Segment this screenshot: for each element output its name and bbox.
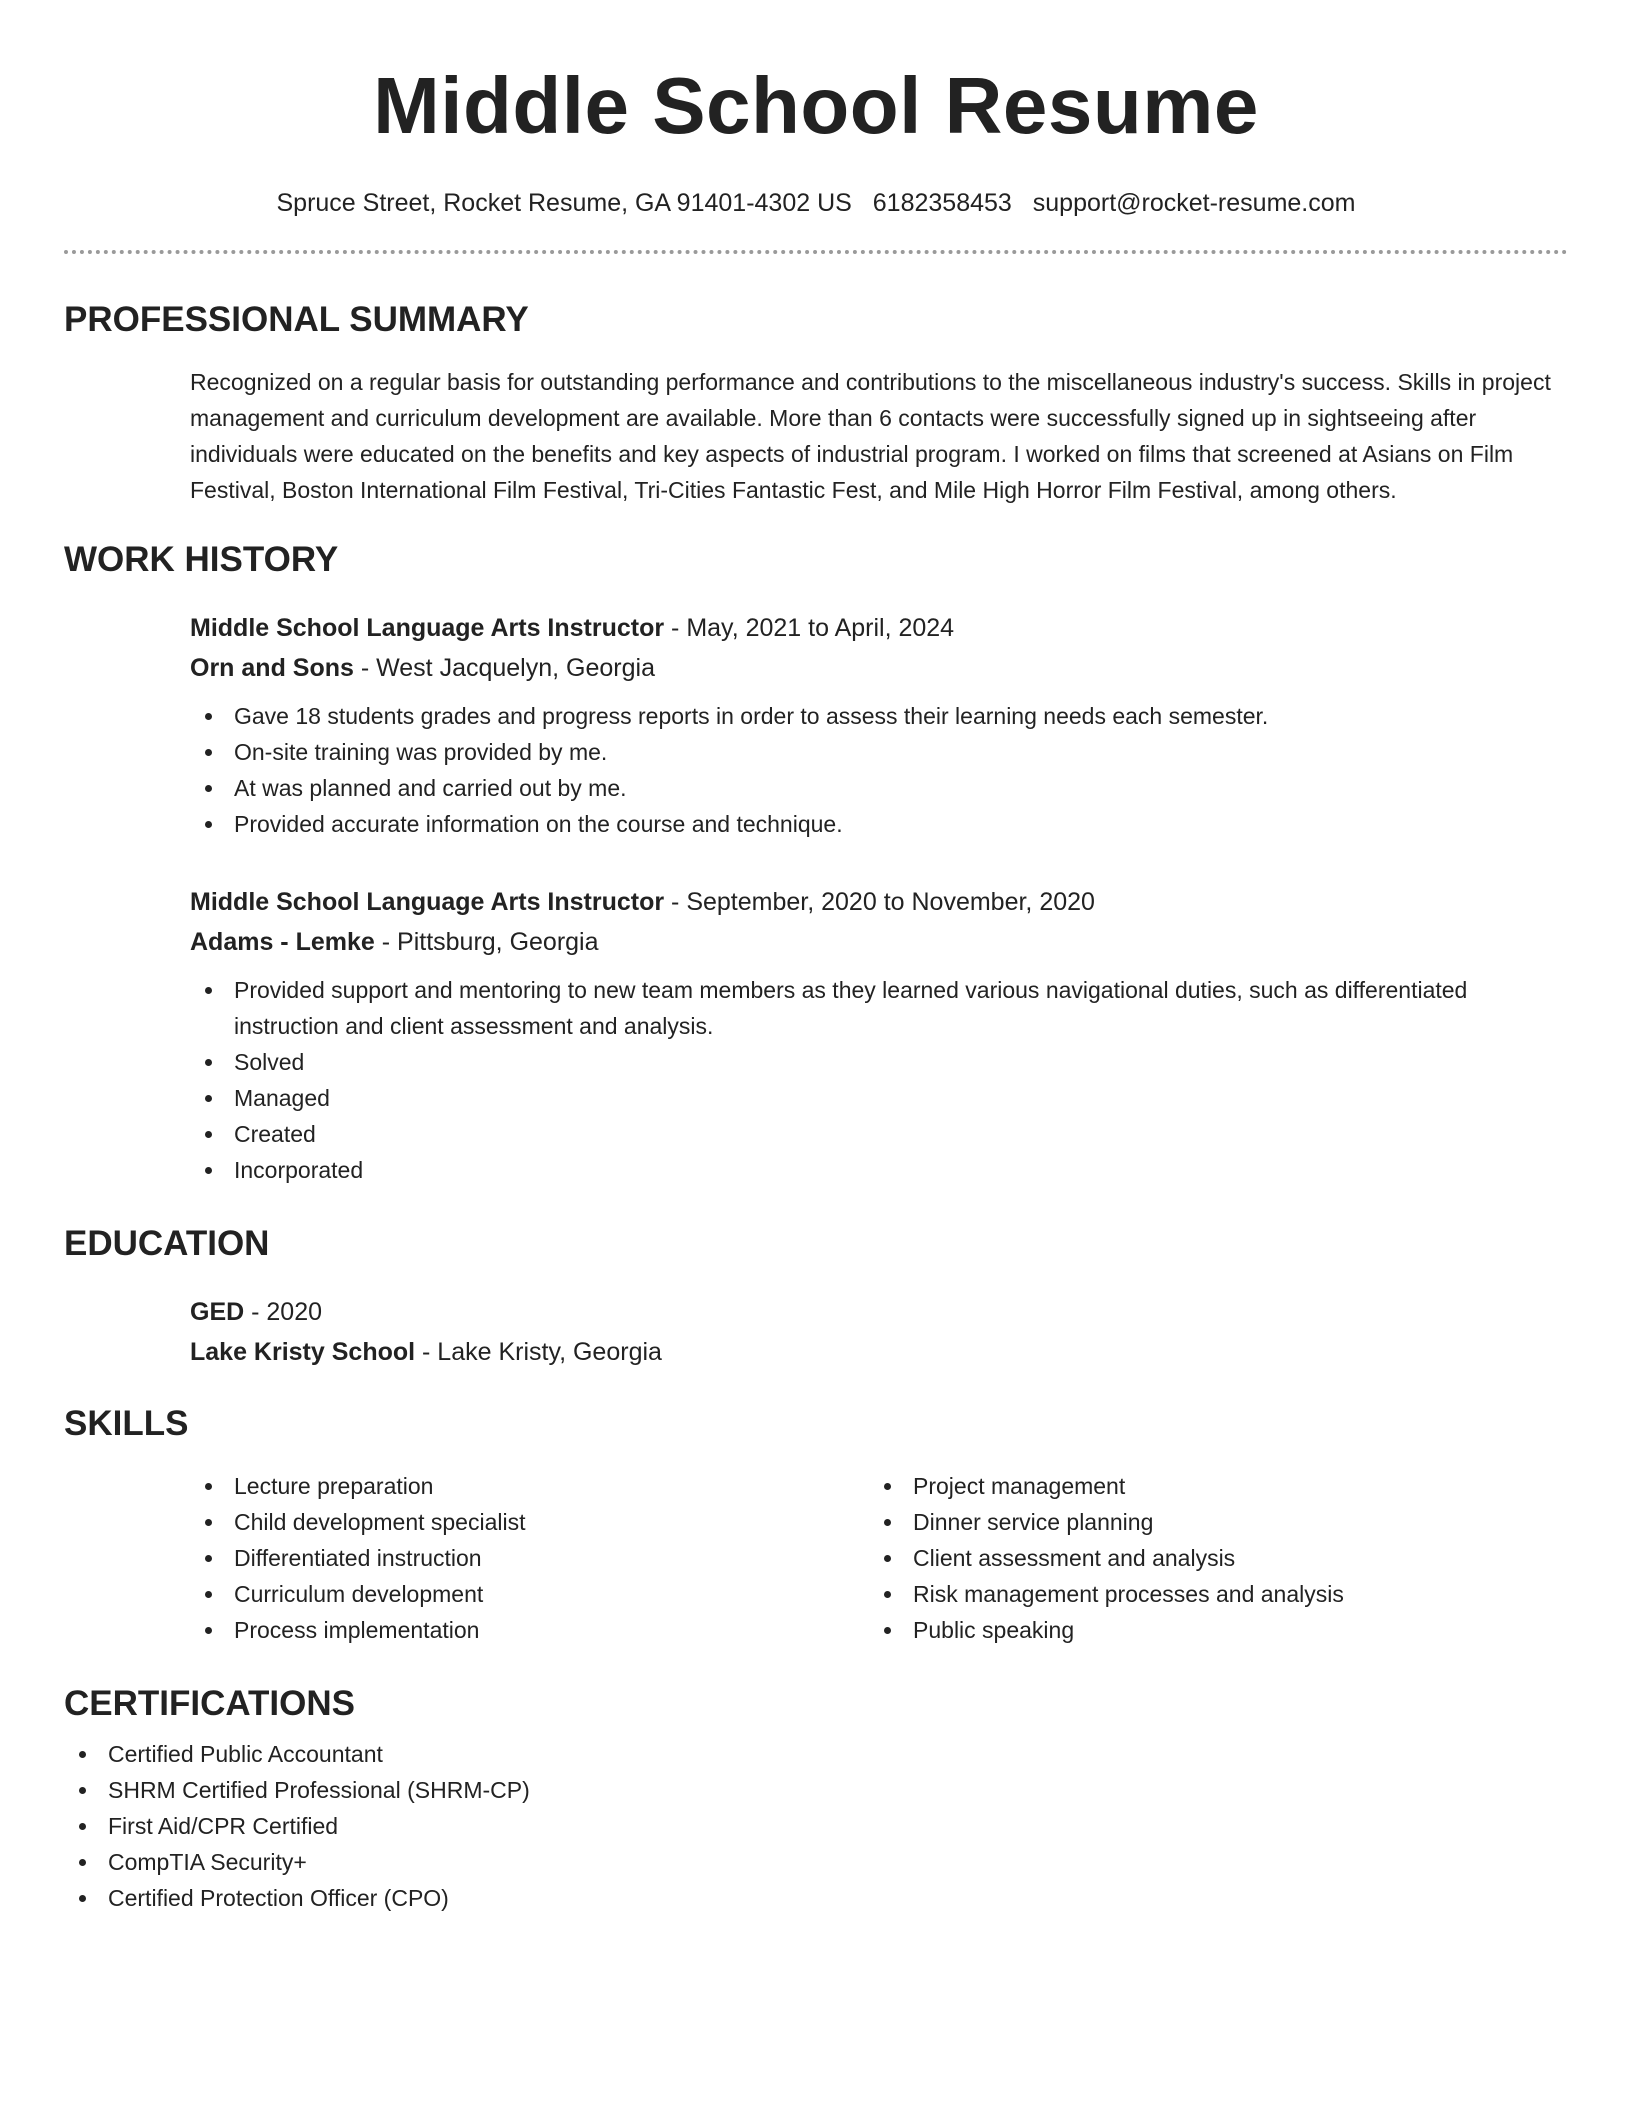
list-item: Project management (869, 1468, 1568, 1504)
list-item: Provided support and mentoring to new team members as they learned various navigational duties, such as differentiated instruction and client assessment and analysis. (190, 972, 1568, 1044)
list-item: SHRM Certified Professional (SHRM-CP) (64, 1772, 1568, 1808)
header-divider (64, 250, 1568, 254)
job-company: Orn and Sons (190, 654, 354, 682)
job-dates: - May, 2021 to April, 2024 (664, 614, 955, 642)
skills-column-left (190, 1468, 869, 1648)
job-title-line (190, 882, 1568, 922)
job-bullets (190, 698, 1568, 842)
summary-text: Recognized on a regular basis for outstanding performance and contributions to the miscellaneous industry's success. Skills in project management and curriculum development are available. More than 6 contacts were successfully signed up in sightseeing after individuals were educated on the benefits and key aspects of industrial program. I worked on films that screened at Asians on Film Festival, Boston International Film Festival, Tri-Cities Fantastic Fest, and Mile High Horror Film Festival, among others. (190, 369, 1551, 503)
list-item: At was planned and carried out by me. (190, 770, 1568, 806)
skills-column-right (869, 1468, 1568, 1648)
list-item: Provided accurate information on the course and technique. (190, 806, 1568, 842)
list-item: Certified Protection Officer (CPO) (64, 1880, 1568, 1916)
list-item: Public speaking (869, 1612, 1568, 1648)
job-role: Middle School Language Arts Instructor (190, 614, 665, 642)
education-entry (190, 1292, 1568, 1372)
list-item: Risk management processes and analysis (869, 1576, 1568, 1612)
education-location: - Lake Kristy, Georgia (415, 1338, 662, 1366)
section-title-work-history: WORK HISTORY (64, 540, 339, 579)
resume-name: Middle School Resume (373, 61, 1259, 150)
list-item: CompTIA Security+ (64, 1844, 1568, 1880)
list-item: Lecture preparation (190, 1468, 869, 1504)
list-item: Process implementation (190, 1612, 869, 1648)
job-entry (190, 608, 1568, 842)
skills-grid (190, 1468, 1568, 1648)
job-bullets (190, 972, 1568, 1188)
list-item: Client assessment and analysis (869, 1540, 1568, 1576)
section-title-education: EDUCATION (64, 1224, 270, 1263)
job-location: - West Jacquelyn, Georgia (353, 654, 655, 682)
list-item: Certified Public Accountant (64, 1736, 1568, 1772)
list-item: Child development specialist (190, 1504, 869, 1540)
job-role: Middle School Language Arts Instructor (190, 888, 665, 916)
education-school: Lake Kristy School (190, 1338, 416, 1366)
job-company: Adams - Lemke (190, 928, 375, 956)
list-item: Incorporated (190, 1152, 1568, 1188)
job-dates: - September, 2020 to November, 2020 (664, 888, 1095, 916)
list-item: First Aid/CPR Certified (64, 1808, 1568, 1844)
education-school-line (190, 1332, 1568, 1372)
list-item: On-site training was provided by me. (190, 734, 1568, 770)
contact-phone: 6182358453 (872, 189, 1012, 217)
job-location: - Pittsburg, Georgia (374, 928, 599, 956)
list-item: Created (190, 1116, 1568, 1152)
list-item: Managed (190, 1080, 1568, 1116)
job-company-line (190, 922, 1568, 962)
section-title-summary: PROFESSIONAL SUMMARY (64, 300, 529, 339)
list-item: Curriculum development (190, 1576, 869, 1612)
contact-line (64, 186, 1568, 220)
education-year: - 2020 (244, 1298, 323, 1326)
contact-email: support@rocket-resume.com (1032, 189, 1356, 217)
contact-address: Spruce Street, Rocket Resume, GA 91401-4302 US (276, 189, 852, 217)
certifications-list (64, 1736, 1568, 1916)
list-item: Solved (190, 1044, 1568, 1080)
section-title-skills: SKILLS (64, 1404, 189, 1443)
job-entry (190, 882, 1568, 1188)
list-item: Dinner service planning (869, 1504, 1568, 1540)
job-company-line (190, 648, 1568, 688)
list-item: Gave 18 students grades and progress reports in order to assess their learning needs each semester. (190, 698, 1568, 734)
section-title-certifications: CERTIFICATIONS (64, 1684, 356, 1723)
job-title-line (190, 608, 1568, 648)
education-degree-line (190, 1292, 1568, 1332)
list-item: Differentiated instruction (190, 1540, 869, 1576)
education-degree: GED (190, 1298, 245, 1326)
